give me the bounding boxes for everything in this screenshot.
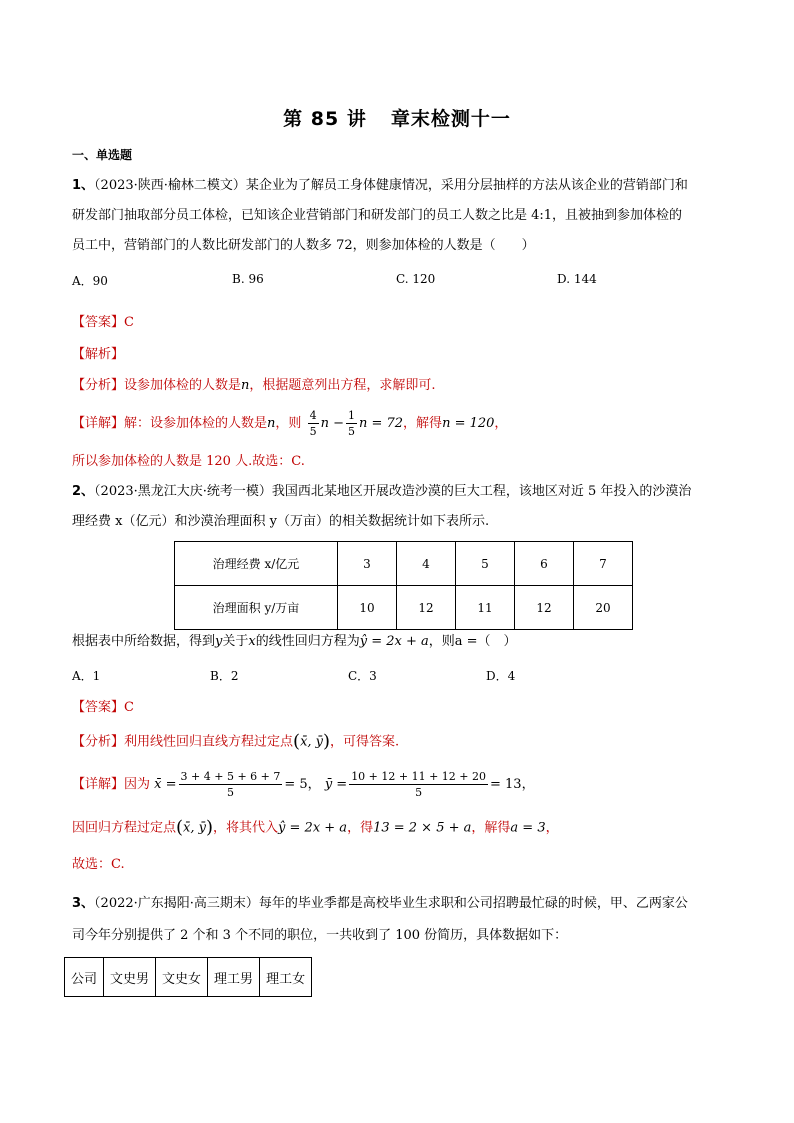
q2-option-c: C．3	[348, 669, 377, 683]
section-heading: 一、单选题	[72, 148, 133, 162]
lecture-number: 第 85 讲	[283, 108, 367, 130]
table-header-cell: 文史女	[156, 958, 208, 997]
q2-answer: 【答案】C	[72, 700, 134, 715]
table-cell: 20	[574, 586, 633, 630]
table-header-cell: 理工男	[208, 958, 260, 997]
q1-text: （2023·陕西·榆林二模文）某企业为了解员工身体健康情况，采用分层抽样的方法从该企业的营销部门和	[94, 178, 688, 193]
q2-number: 2、	[72, 484, 95, 499]
q2-detail-line2: 因回归方程过定点(x̄, ȳ)，将其代入ŷ = 2x + a，得13 = 2 × 5 + a，解得a = 3，	[72, 817, 559, 838]
q2-option-b: B．2	[210, 669, 239, 683]
table-cell: 11	[456, 586, 515, 630]
q2-option-a: A．1	[72, 669, 101, 683]
q3-line2: 司今年分别提供了 2 个和 3 个不同的职位，一共收到了 100 份简历，具体数据如下：	[72, 928, 568, 943]
q2-answer-value: C	[124, 700, 134, 715]
q2-line2: 理经费 x（亿元）和沙漠治理面积 y（万亩）的相关数据统计如下表所示.	[72, 514, 490, 529]
q1-line2: 研发部门抽取部分员工体检，已知该企业营销部门和研发部门的员工人数之比是 4:1，且被抽到参加体检的	[72, 208, 683, 223]
table-cell: 6	[515, 542, 574, 586]
q1-number: 1、	[72, 178, 95, 193]
q1-fenxi: 【分析】设参加体检的人数是n，根据题意列出方程，求解即可.	[72, 378, 436, 393]
q3-text: （2022·广东揭阳·高三期末）每年的毕业季都是高校毕业生求职和公司招聘最忙碌的时候，甲、乙两家公	[94, 896, 688, 911]
table-cell: 12	[515, 586, 574, 630]
q2-ybar-fraction: $\frac{10 + 12 + 11 + 12 + 20}{5}$	[351, 770, 487, 799]
q2-option-d: D．4	[486, 669, 516, 683]
q1-option-d: D. 144	[557, 272, 597, 286]
q1-option-a: A．90	[72, 274, 108, 288]
table-cell: 3	[338, 542, 397, 586]
q1-answer: 【答案】C	[72, 315, 134, 330]
q3-line1	[72, 894, 688, 914]
q2-data-table	[174, 541, 633, 630]
q1-jiexi-tag: 【解析】	[72, 347, 125, 362]
table-header-cell: 文史男	[104, 958, 156, 997]
table-cell: 5	[456, 542, 515, 586]
table-header-cell: 理工女	[260, 958, 312, 997]
table-cell: 4	[397, 542, 456, 586]
q2-fenxi: 【分析】利用线性回归直线方程过定点(x̄, ȳ)，可得答案.	[72, 731, 400, 752]
table-row-header: 治理经费 x/亿元	[175, 542, 338, 586]
q1-line1	[72, 176, 688, 196]
table-row	[65, 958, 312, 997]
q1-fraction-4-5: $\frac{4}{5}$	[309, 409, 317, 438]
q2-xbar-fraction: $\frac{3 + 4 + 5 + 6 + 7}{5}$	[180, 770, 281, 799]
q2-conclusion: 故选：C.	[72, 857, 125, 872]
q1-option-c: C. 120	[396, 272, 436, 286]
q2-detail: 【详解】因为 x̄ = $\frac{3 + 4 + 5 + 6 + 7}{5}$ = 5， ȳ = $\frac{10 + 12 + 11 + 12 + 20}{5}$ = 13，	[72, 770, 535, 799]
q2-line1	[72, 482, 691, 502]
q1-option-b: B. 96	[232, 272, 264, 286]
q3-data-table	[64, 957, 312, 997]
q1-conclusion: 所以参加体检的人数是 120 人.故选：C.	[72, 454, 305, 469]
q1-detail: 【详解】解：设参加体检的人数是n，则 $\frac{4}{5}$ n − $\frac{1}{5}$ n = 72，解得n = 120，	[72, 409, 508, 438]
q1-line3: 员工中，营销部门的人数比研发部门的人数多 72，则参加体检的人数是（ ）	[72, 238, 535, 253]
table-row	[175, 586, 633, 630]
table-cell: 7	[574, 542, 633, 586]
table-row-header: 治理面积 y/万亩	[175, 586, 338, 630]
q3-number: 3、	[72, 896, 95, 911]
q1-fraction-1-5: $\frac{1}{5}$	[347, 409, 355, 438]
q2-text: （2023·黑龙江大庆·统考一模）我国西北某地区开展改造沙漠的巨大工程，该地区对近 5 年投入的沙漠治	[94, 484, 692, 499]
lecture-name: 章末检测十一	[390, 108, 511, 130]
table-cell: 10	[338, 586, 397, 630]
q2-line3: 根据表中所给数据，得到y关于x的线性回归方程为ŷ = 2x + a，则a =（ ）	[72, 634, 517, 649]
page-title	[0, 104, 794, 131]
table-row	[175, 542, 633, 586]
table-header-cell: 公司	[65, 958, 104, 997]
table-cell: 12	[397, 586, 456, 630]
q1-answer-value: C	[124, 315, 134, 330]
